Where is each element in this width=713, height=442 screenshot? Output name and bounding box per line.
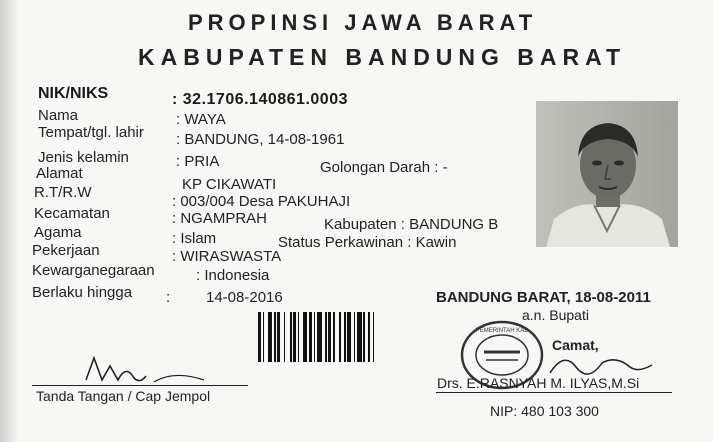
rtrw-value: : 003/004 Desa PAKUHAJI — [172, 193, 351, 210]
official-sign-line — [436, 392, 672, 393]
nik-value: : 32.1706.140861.0003 — [172, 91, 348, 108]
regency-header: KABUPATEN BANDUNG BARAT — [138, 44, 627, 70]
alamat-label: Alamat — [36, 165, 83, 182]
pekerjaan-value: : WIRASWASTA — [172, 248, 282, 265]
camat-title: Camat, — [552, 337, 599, 353]
portrait-image — [536, 101, 678, 247]
nik-label: NIK/NIKS — [38, 85, 109, 102]
jk-value: : PRIA — [176, 153, 220, 170]
status-perkawinan: Status Perkawinan : Kawin — [278, 234, 457, 251]
berlaku-value: 14-08-2016 — [206, 289, 283, 306]
rtrw-label: R.T/R.W — [34, 184, 92, 201]
nama-label: Nama — [38, 107, 79, 124]
ttl-label: Tempat/tgl. lahir — [38, 124, 144, 141]
on-behalf-bupati: a.n. Bupati — [522, 307, 589, 323]
province-header: PROPINSI JAWA BARAT — [188, 10, 538, 35]
berlaku-colon: : — [166, 289, 171, 306]
alamat-value: KP CIKAWATI — [182, 176, 277, 193]
official-name: Drs. E.RASNYAH M. ILYAS,M.Si — [437, 375, 640, 391]
jk-label: Jenis kelamin — [38, 149, 129, 166]
scan-shadow — [0, 0, 18, 442]
holder-sign-line — [32, 385, 248, 386]
barcode — [258, 312, 420, 362]
holder-photo — [536, 101, 678, 247]
nama-value: : WAYA — [176, 111, 226, 128]
agama-value: : Islam — [172, 230, 217, 247]
pekerjaan-label: Pekerjaan — [32, 242, 100, 259]
kwn-value: : Indonesia — [196, 267, 270, 284]
ttl-value: : BANDUNG, 14-08-1961 — [176, 131, 345, 148]
issue-place-date: BANDUNG BARAT, 18-08-2011 — [436, 289, 651, 306]
kwn-label: Kewarganegaraan — [32, 262, 155, 279]
kabupaten-field: Kabupaten : BANDUNG B — [324, 216, 499, 233]
berlaku-label: Berlaku hingga — [32, 284, 133, 301]
agama-label: Agama — [34, 224, 82, 241]
kec-label: Kecamatan — [34, 205, 110, 222]
signature-caption: Tanda Tangan / Cap Jempol — [36, 388, 211, 404]
official-nip: NIP: 480 103 300 — [490, 403, 599, 419]
kec-value: : NGAMPRAH — [172, 210, 268, 227]
golongan-darah: Golongan Darah : - — [320, 159, 448, 176]
seal-text: PEMERINTAH KAB — [475, 328, 529, 334]
